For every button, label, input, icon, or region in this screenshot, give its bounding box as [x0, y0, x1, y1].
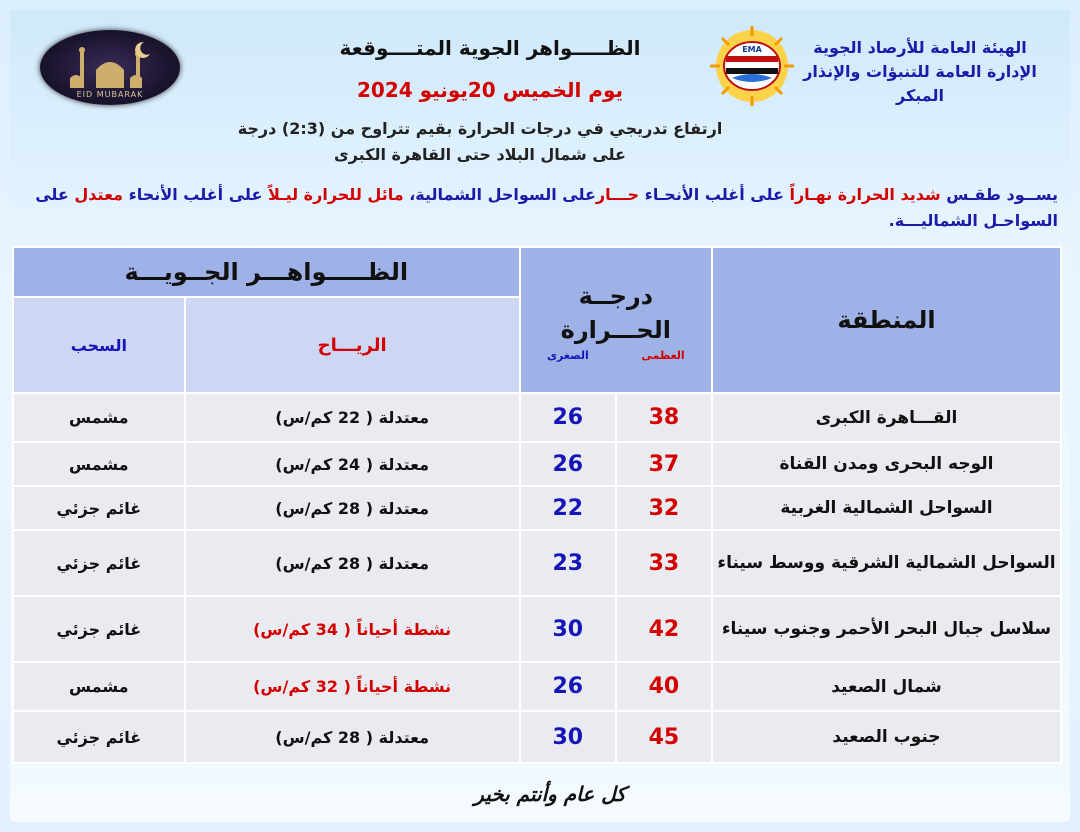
min-temp-cell: 26 — [521, 394, 615, 441]
table-row — [14, 531, 1060, 595]
footer-greeting: كل عام وأنتم بخير — [474, 782, 626, 806]
clouds-cell: مشمس — [14, 443, 184, 485]
wind-header: الريـــاح — [186, 298, 519, 392]
summary-highlight: حـــار — [595, 185, 640, 204]
clouds-cell: غائم جزئي — [14, 597, 184, 661]
region-cell: سلاسل جبال البحر الأحمر وجنوب سيناء — [713, 597, 1060, 661]
min-temp-cell: 30 — [521, 597, 615, 661]
clouds-header: السحب — [14, 298, 184, 392]
max-temp-cell: 42 — [617, 597, 711, 661]
wind-cell: معتدلة ( 28 كم/س) — [186, 531, 519, 595]
min-temp-cell: 22 — [521, 487, 615, 529]
region-cell: شمال الصعيد — [713, 663, 1060, 710]
min-temp-cell: 26 — [521, 663, 615, 710]
wind-cell: نشطة أحياناً ( 32 كم/س) — [186, 663, 519, 710]
wind-cell: معتدلة ( 22 كم/س) — [186, 394, 519, 441]
wind-cell: معتدلة ( 28 كم/س) — [186, 712, 519, 762]
forecast-table — [12, 246, 1062, 764]
max-temp-cell: 40 — [617, 663, 711, 710]
summary-highlight: مائل للحرارة ليـلاً — [267, 185, 404, 204]
max-temp-cell: 45 — [617, 712, 711, 762]
weather-summary — [22, 182, 1058, 234]
max-temp-cell: 33 — [617, 531, 711, 595]
summary-part: يســود طقـس — [940, 185, 1058, 204]
logo-text: EMA — [742, 45, 762, 54]
clouds-cell: غائم جزئي — [14, 531, 184, 595]
summary-highlight: معتدل — [74, 185, 124, 204]
summary-highlight: شديد الحرارة نهـاراً — [789, 185, 941, 204]
wind-cell: معتدلة ( 28 كم/س) — [186, 487, 519, 529]
region-cell: السواحل الشمالية الشرقية ووسط سيناء — [713, 531, 1060, 595]
forecast-date: يوم الخميس 20يونيو 2024 — [356, 78, 623, 102]
page-title: الظـــــواهر الجوية المتــــوقعة — [339, 36, 641, 60]
summary-part: على أغلب الأنحاء — [123, 185, 268, 204]
table-row — [14, 712, 1060, 762]
org-line-1: الهيئة العامة للأرصاد الجوية — [813, 38, 1027, 57]
table-row — [14, 394, 1060, 441]
ema-logo-icon — [704, 26, 800, 106]
eid-caption: EID MUBARAK — [76, 90, 144, 99]
temperature-header — [521, 248, 711, 392]
region-cell: القـــاهرة الكبرى — [713, 394, 1060, 441]
table-row — [14, 597, 1060, 661]
subtitle-line-2: على شمال البلاد حتى القاهرة الكبرى — [334, 145, 626, 164]
clouds-cell: مشمس — [14, 663, 184, 710]
max-temp-cell: 38 — [617, 394, 711, 441]
min-temp-cell: 30 — [521, 712, 615, 762]
max-label: العظمى — [641, 348, 685, 362]
table-row — [14, 663, 1060, 710]
temperature-header-label: درجــة الحـــرارة — [560, 281, 671, 344]
region-cell: الوجه البحرى ومدن القناة — [713, 443, 1060, 485]
eid-mubarak-image — [40, 30, 180, 105]
clouds-cell: غائم جزئي — [14, 487, 184, 529]
organization-name — [800, 36, 1040, 108]
forecast-subtitle — [200, 116, 760, 168]
summary-part: على أغلب الأنحـاء — [639, 185, 790, 204]
clouds-cell: غائم جزئي — [14, 712, 184, 762]
summary-part: على السواحل الشمالية، — [403, 185, 596, 204]
region-cell: السواحل الشمالية الغربية — [713, 487, 1060, 529]
min-temp-cell: 23 — [521, 531, 615, 595]
max-temp-cell: 37 — [617, 443, 711, 485]
summary-part: على السواحـل الشماليـــة. — [35, 185, 1058, 230]
clouds-cell: مشمس — [14, 394, 184, 441]
table-row — [14, 487, 1060, 529]
region-header: المنطقة — [713, 248, 1060, 392]
wind-cell: معتدلة ( 24 كم/س) — [186, 443, 519, 485]
org-line-2: الإدارة العامة للتنبؤات والإنذار المبكر — [803, 62, 1037, 105]
min-label: الصغرى — [546, 348, 589, 362]
region-cell: جنوب الصعيد — [713, 712, 1060, 762]
max-temp-cell: 32 — [617, 487, 711, 529]
phenomena-header: الظـــــواهـــر الجــويـــة — [14, 248, 519, 296]
min-temp-cell: 26 — [521, 443, 615, 485]
subtitle-line-1: ارتفاع تدريجي في درجات الحرارة بقيم تتراوح من (2:3) درجة — [237, 119, 723, 138]
wind-cell: نشطة أحياناً ( 34 كم/س) — [186, 597, 519, 661]
table-row — [14, 443, 1060, 485]
